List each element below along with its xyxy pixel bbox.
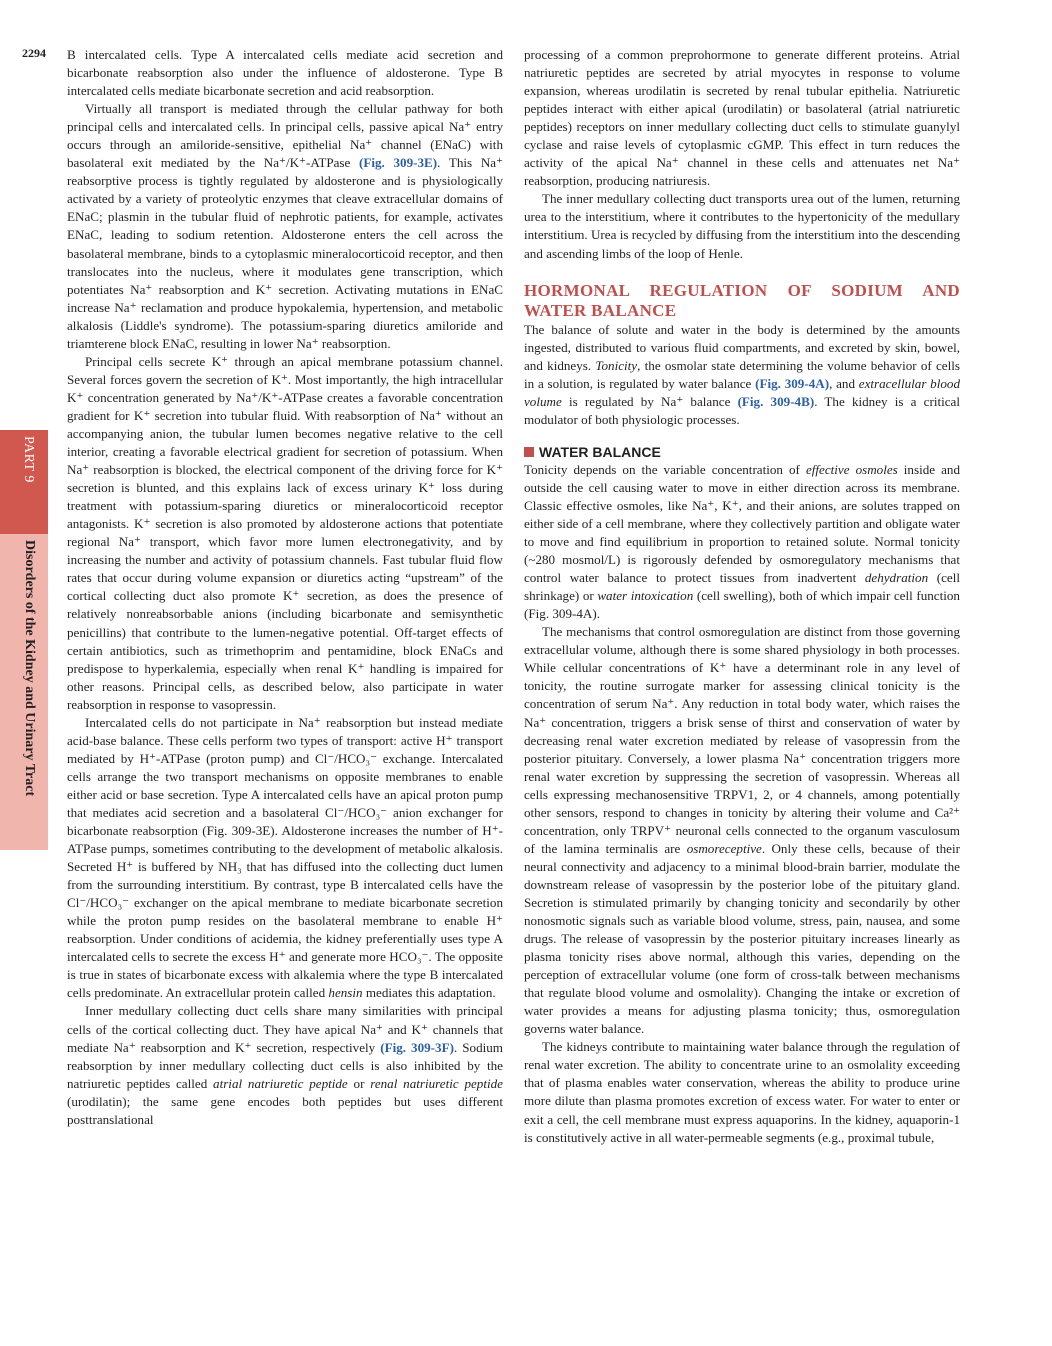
paragraph: Intercalated cells do not participate in Na⁺ reabsorption but instead mediate acid-base balance. These cells perform two types of transport: active H⁺ transport mediated by H⁺-ATPase (proton pump) and Cl⁻/HCO₃⁻ exchange. Intercalated cells arrange the two transport mechanisms on opposite membranes to enable either acid or base secretion. Type A intercalated cells have an apical proton pump that mediates acid secretion and a basolateral Cl⁻/HCO₃⁻ anion exchanger for bicarbonate reabsorption (Fig. 309-3E). Aldosterone increases the number of H⁺-ATPase pumps, sometimes contributing to the development of metabolic alkalosis. Secreted H⁺ is buffered by NH₃ that has diffused into the collecting duct lumen from the surrounding interstitium. By contrast, type B intercalated cells have the Cl⁻/HCO₃⁻ exchanger on the apical membrane to mediate bicarbonate secretion while the proton pump resides on the basolateral membrane to enable H⁺ reabsorption. Under conditions of acidemia, the kidney preferentially uses type A intercalated cells to secrete the excess H⁺ and generate more HCO₃⁻. The opposite is true in states of bicarbonate excess with alkalemia where the type B intercalated cells predominate. An extracellular protein called hensin mediates this adaptation. (67, 714, 503, 1001)
heading-square-icon (524, 447, 534, 457)
paragraph: Virtually all transport is mediated through the cellular pathway for both principal cells and intercalated cells. In principal cells, passive apical Na⁺ entry occurs through an amiloride-sensitive, epithelial Na⁺ channel (ENaC) with basolateral exit mediated by the Na⁺/K⁺-ATPase (Fig. 309-3E). This Na⁺ reabsorptive process is tightly regulated by aldosterone and is physiologically activated by a variety of proteolytic enzymes that cleave extracellular domains of ENaC; plasmin in the tubular fluid of nephrotic patients, for example, activates ENaC, leading to sodium retention. Aldosterone enters the cell across the basolateral membrane, binds to a cytoplasmic mineralocorticoid receptor, and then translocates into the nucleus, where it modulates gene transcription, which potentiates Na⁺ reabsorption and K⁺ secretion. Activating mutations in ENaC increase Na⁺ reclamation and produce hypokalemia, hypertension, and metabolic alkalosis (Liddle's syndrome). The potassium-sparing diuretics amiloride and triamterene block ENaC, resulting in lower Na⁺ reabsorption. (67, 101, 503, 351)
paragraph: Inner medullary collecting duct cells share many similarities with principal cells of the cortical collecting duct. They have apical Na⁺ and K⁺ channels that mediate Na⁺ reabsorption and K⁺ secretion, respectively (Fig. 309-3F). Sodium reabsorption by inner medullary collecting duct cells is also inhibited by the natriuretic peptides called atrial natriuretic peptide or renal natriuretic peptide (urodilatin); the same gene encodes both peptides but uses different posttranslational (67, 1003, 503, 1127)
right-column (524, 46, 960, 1147)
section-heading: HORMONAL REGULATION OF SODIUM AND WATER BALANCE (524, 280, 960, 320)
paragraph: Tonicity depends on the variable concentration of effective osmoles inside and outside the cell causing water to move in either direction across its membrane. Classic effective osmoles, like Na⁺, K⁺, and their anions, are solutes trapped on either side of a cell membrane, where they collectively partition and obligate water to move and find equilibrium in proportion to retained solute. Normal tonicity (~280 mosmol/L) is rigorously defended by osmoregulatory mechanisms that control water balance to protect tissues from inadvertent dehydration (cell shrinkage) or water intoxication (cell swelling), both of which impair cell function (Fig. 309-4A). (524, 461, 960, 622)
side-tab-title: Disorders of the Kidney and Urinary Tract (22, 540, 37, 797)
subsection-heading: WATER BALANCE (524, 443, 960, 461)
paragraph: Principal cells secrete K⁺ through an apical membrane potassium channel. Several forces govern the secretion of K⁺. Most importantly, the high intracellular K⁺ concentration generated by Na⁺/K⁺-ATPase creates a favorable concentration gradient for K⁺ secretion into tubular fluid. With reabsorption of Na⁺ without an accompanying anion, the tubular lumen becomes negative relative to the cell interior, creating a favorable electrical gradient for secretion of potassium. When Na⁺ reabsorption is blocked, the electrical component of the driving force for K⁺ secretion is blunted, and this explains lack of excess urinary K⁺ loss during treatment with potassium-sparing diuretics or mineralocorticoid receptor antagonists. K⁺ secretion is also promoted by aldosterone actions that potentiate regional Na⁺ transport, which favor more lumen electronegativity, and by increasing the number and activity of potassium channels. Fast tubular fluid flow rates that occur during volume expansion or diuretics acting “upstream” of the cortical collecting duct also promote K⁺ secretion, as does the presence of relatively nonreabsorbable anions (including bicarbonate and semisynthetic penicillins) that contribute to the lumen-negative potential. Off-target effects of certain antibiotics, such as trimethoprim and pentamidine, block ENaCs and predispose to hyperkalemia, especially when renal K⁺ handling is impaired for other reasons. Principal cells, as described below, also participate in water reabsorption in response to vasopressin. (67, 353, 503, 712)
paragraph: The inner medullary collecting duct transports urea out of the lumen, returning urea to the interstitium, where it contributes to the hypertonicity of the medullary interstitium. Urea is recycled by diffusing from the interstitium into the descending and ascending limbs of the loop of Henle. (524, 191, 960, 261)
side-tab-part-label: PART 9 (21, 436, 36, 483)
side-tab-part-box (0, 430, 48, 534)
paragraph: B intercalated cells. Type A intercalated cells mediate acid secretion and bicarbonate reabsorption also under the influence of aldosterone. Type B intercalated cells mediate bicarbonate secretion and acid reabsorption. (67, 47, 503, 99)
paragraph: The mechanisms that control osmoregulation are distinct from those governing extracellular volume, although there is some shared physiology in both processes. While cellular concentrations of K⁺ have a determinant role in any level of tonicity, the routine surrogate marker for assessing clinical tonicity is the concentration of serum Na⁺. Any reduction in total body water, which raises the Na⁺ concentration, triggers a brisk sense of thirst and conservation of water by decreasing renal water excretion mediated by release of vasopressin from the posterior pituitary. Conversely, a lower plasma Na⁺ concentration triggers more renal water excretion by suppressing the secretion of vasopressin. Whereas all cells expressing mechanosensitive TRPV1, 2, or 4 channels, among potentially other sensors, respond to changes in tonicity by altering their volume and Ca²⁺ concentration, only TRPV⁺ neuronal cells connected to the organum vasculosum of the lamina terminalis are osmoreceptive. Only these cells, because of their neural connectivity and adjacency to a minimal blood-brain barrier, modulate the downstream release of vasopressin by the posterior lobe of the pituitary gland. Secretion is stimulated primarily by changing tonicity and secondarily by other nonosmotic signals such as variable blood volume, stress, pain, nausea, and some drugs. The release of vasopressin by the posterior pituitary increases linearly as plasma tonicity rises above normal, although this varies, depending on the perception of extracellular volume (one form of cross-talk between mechanisms that regulate blood volume and osmolality). Changing the intake or excretion of water provides a means for adjusting plasma tonicity; thus, osmoregulation governs water balance. (524, 624, 960, 1037)
figure-reference[interactable]: (Fig. 309-4B) (737, 393, 815, 409)
left-column (67, 46, 503, 1129)
page-number: 2294 (22, 46, 46, 60)
paragraph: processing of a common preprohormone to generate different proteins. Atrial natriuretic peptides are secreted by atrial myocytes in response to volume expansion, whereas urodilatin is secreted by renal tubular epithelia. Natriuretic peptides interact with either apical (urodilatin) or basolateral (atrial natriuretic peptides) receptors on inner medullary collecting duct cells to stimulate guanylyl cyclase and raise levels of cytoplasmic cGMP. This effect in turn reduces the activity of the apical Na⁺ channel in these cells and attenuates net Na⁺ reabsorption, producing natriuresis. (524, 47, 960, 189)
figure-reference[interactable]: (Fig. 309-4A) (755, 375, 830, 391)
side-tab (0, 430, 48, 850)
paragraph: The kidneys contribute to maintaining water balance through the regulation of renal water excretion. The ability to concentrate urine to an osmolality exceeding that of plasma enables water conservation, whereas the ability to produce urine more dilute than plasma promotes excretion of excess water. For water to enter or exit a cell, the cell membrane must express aquaporins. In the kidney, aquaporin-1 is constitutively active in all water-permeable segments (e.g., proximal tubule, (524, 1039, 960, 1145)
figure-reference[interactable]: (Fig. 309-3E) (359, 155, 438, 171)
figure-reference[interactable]: (Fig. 309-3F) (380, 1039, 454, 1055)
paragraph: The balance of solute and water in the body is determined by the amounts ingested, distributed to various fluid compartments, and excreted by skin, bowel, and kidneys. Tonicity, the osmolar state determining the volume behavior of cells in a solution, is regulated by water balance (Fig. 309-4A), and extracellular blood volume is regulated by Na⁺ balance (Fig. 309-4B). The kidney is a critical modulator of both physiologic processes. (524, 321, 960, 427)
